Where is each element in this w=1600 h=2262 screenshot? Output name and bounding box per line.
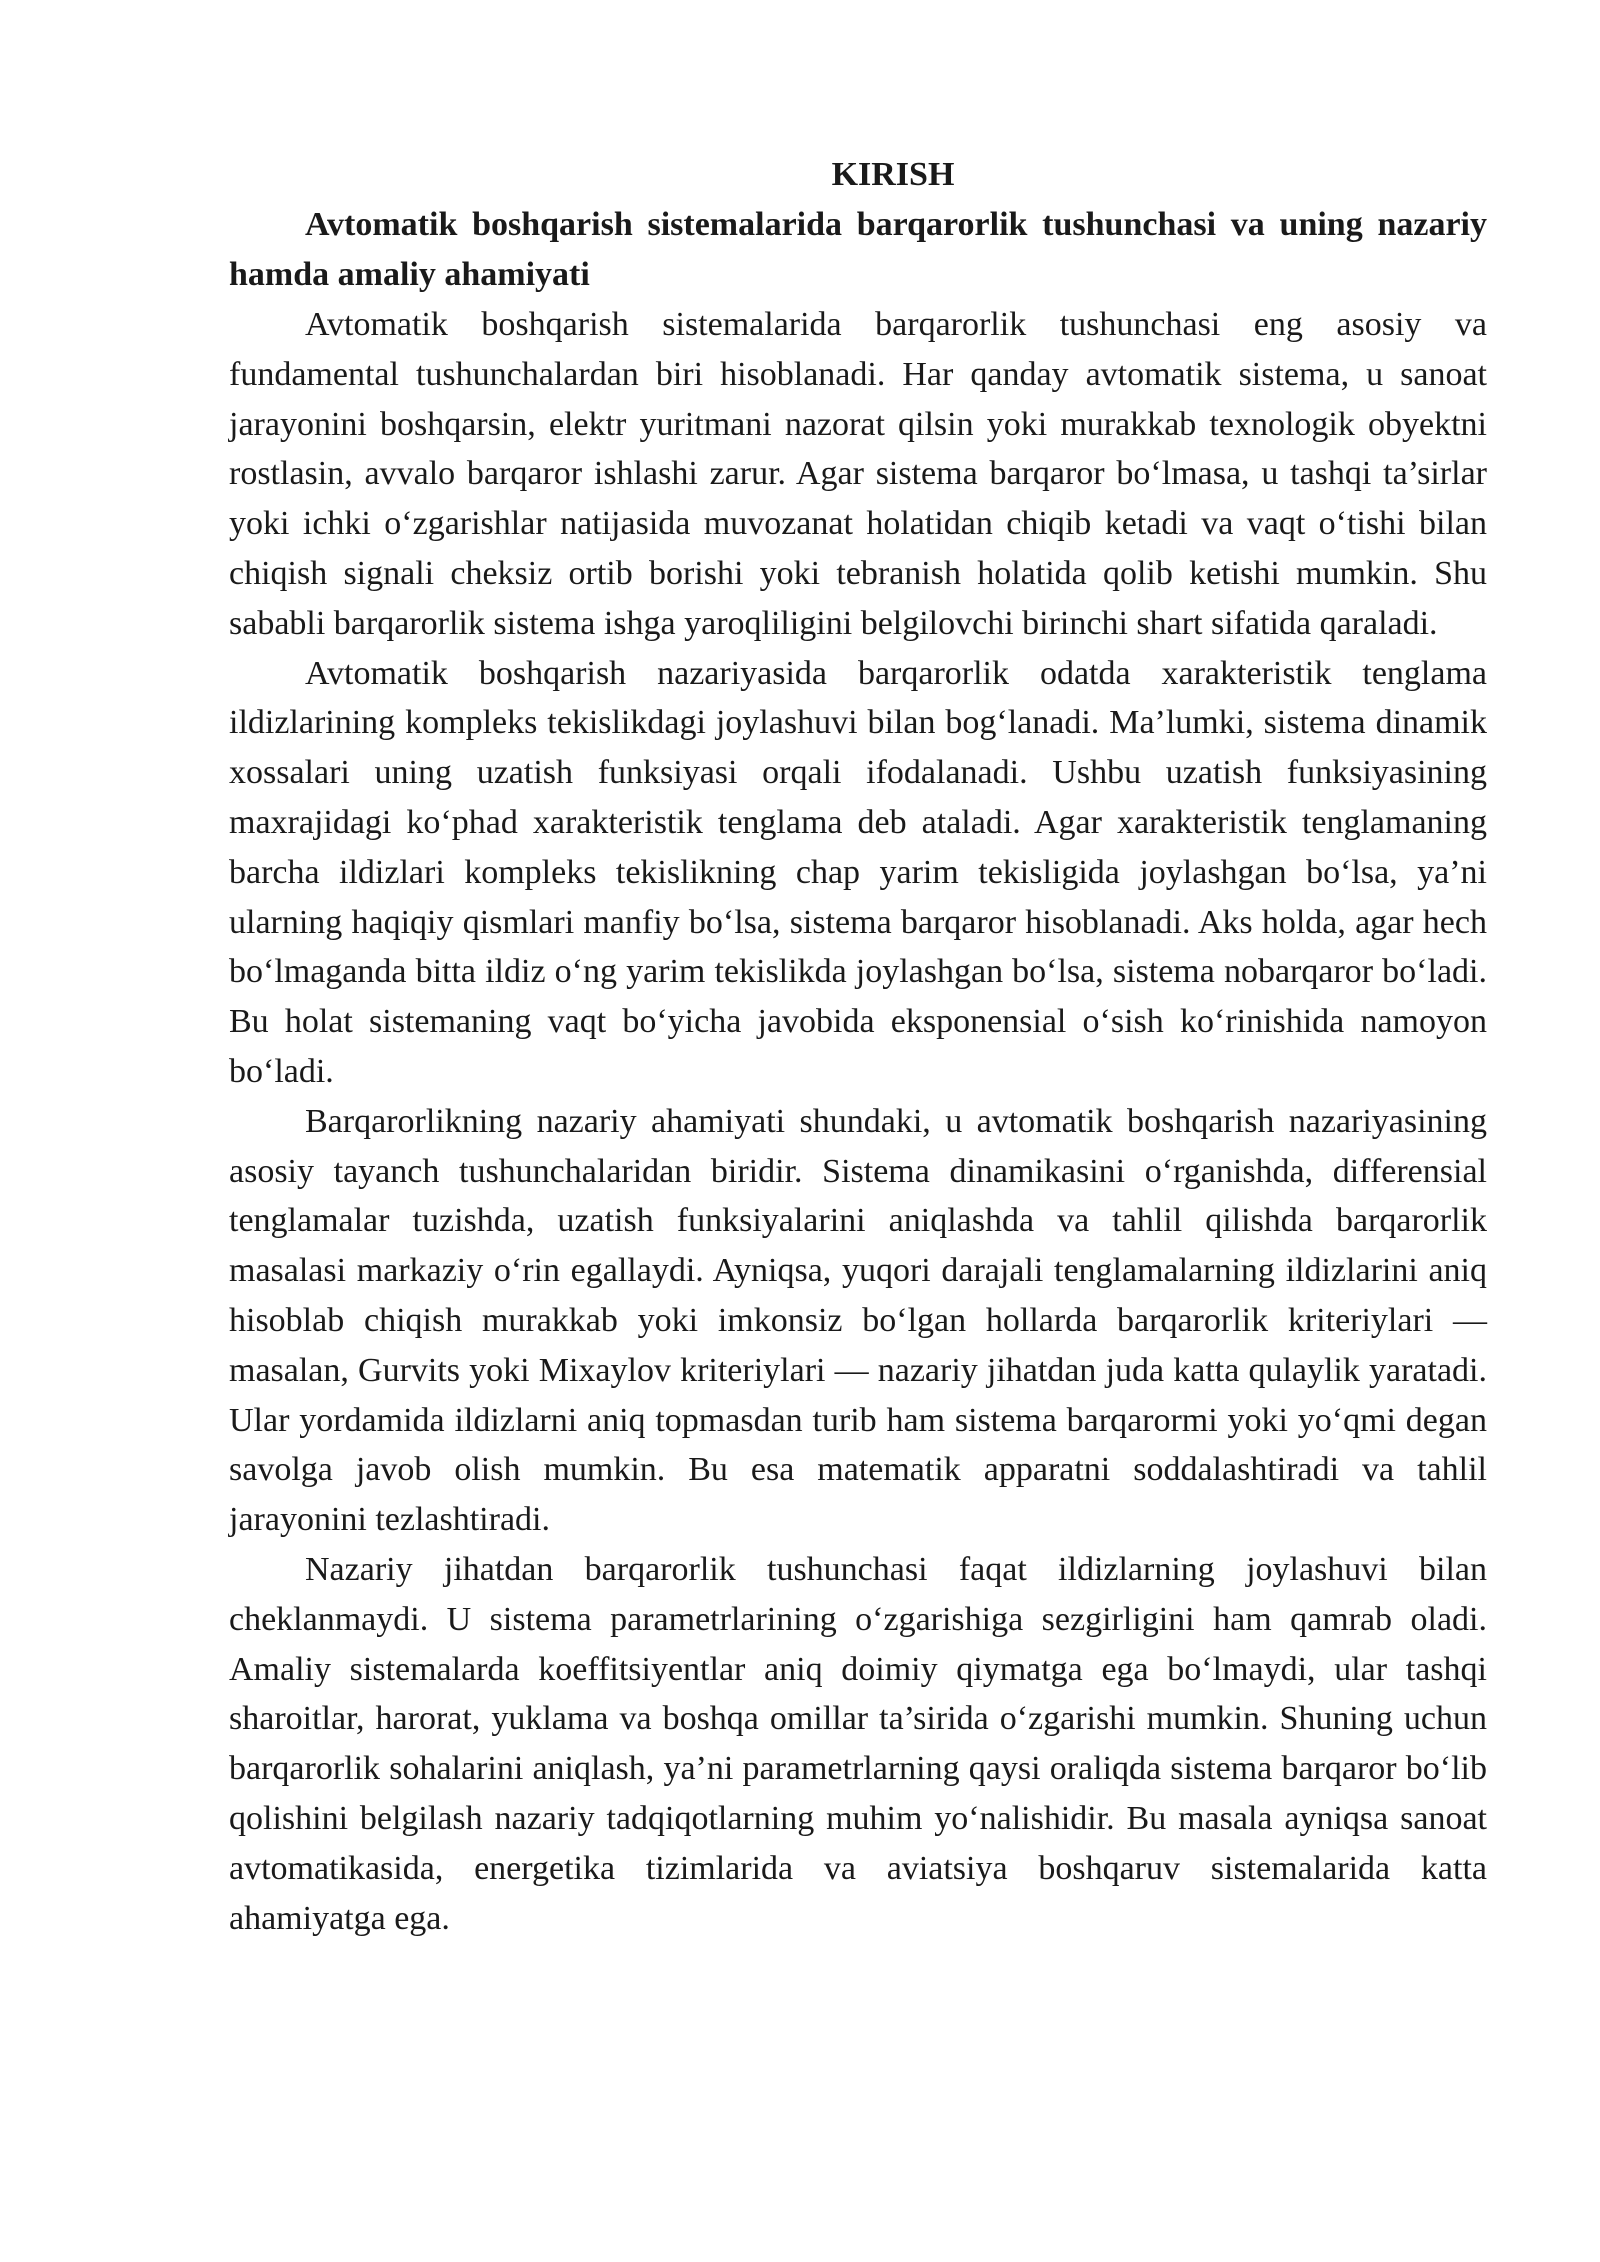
paragraph-4: Nazariy jihatdan barqarorlik tushunchasi faqat ildizlarning joylashuvi bilan cheklanmaydi. U sistema parametrlarining o‘zgarishiga sezgirligini ham qamrab oladi. Amaliy sistemalarda koeffitsiyentlar aniq doimiy qiymatga ega bo‘lmaydi, ular tashqi sharoitlar, harorat, yuklama va boshqa omillar ta’sirida o‘zgarishi mumkin. Shuning uchun barqarorlik sohalarini aniqlash, ya’ni parametrlarning qaysi oraliqda sistema barqaror bo‘lib qolishini belgilash nazariy tadqiqotlarning muhim yo‘nalishidir. Bu masala ayniqsa sanoat avtomatikasida, energetika tizimlarida va aviatsiya boshqaruv sistemalarida katta ahamiyatga ega. <box>229 1550 1487 1937</box>
paragraph-1: Avtomatik boshqarish sistemalarida barqarorlik tushunchasi eng asosiy va fundamental tushunchalardan biri hisoblanadi. Har qanday avtomatik sistema, u sanoat jarayonini boshqarsin, elektr yuritmani nazorat qilsin yoki murakkab texnologik obyektni rostlasin, avvalo barqaror ishlashi zarur. Agar sistema barqaror bo‘lmasa, u tashqi ta’sirlar yoki ichki o‘zgarishlar natijasida muvozanat holatidan chiqib ketadi va vaqt o‘tishi bilan chiqish signali cheksiz ortib borishi yoki tebranish holatida qolib ketishi mumkin. Shu sababli barqarorlik sistema ishga yaroqliligini belgilovchi birinchi shart sifatida qaraladi. <box>229 306 1487 642</box>
section-subtitle: Avtomatik boshqarish sistemalarida barqarorlik tushunchasi va uning nazariy hamda amaliy ahamiyati <box>229 206 1487 293</box>
document-page <box>229 150 1487 1943</box>
page-title: KIRISH <box>831 156 955 193</box>
paragraph-3: Barqarorlikning nazariy ahamiyati shundaki, u avtomatik boshqarish nazariyasining asosiy tayanch tushunchalaridan biridir. Sistema dinamikasini o‘rganishda, differensial tenglamalar tuzishda, uzatish funksiyalarini aniqlashda va tahlil qilishda barqarorlik masalasi markaziy o‘rin egallaydi. Ayniqsa, yuqori darajali tenglamalarning ildizlarini aniq hisoblab chiqish murakkab yoki imkonsiz bo‘lgan hollarda barqarorlik kriteriylari — masalan, Gurvits yoki Mixaylov kriteriylari — nazariy jihatdan juda katta qulaylik yaratadi. Ular yordamida ildizlarni aniq topmasdan turib ham sistema barqarormi yoki yo‘qmi degan savolga javob olish mumkin. Bu esa matematik apparatni soddalashtiradi va tahlil jarayonini tezlashtiradi. <box>229 1102 1487 1539</box>
paragraph-2: Avtomatik boshqarish nazariyasida barqarorlik odatda xarakteristik tenglama ildizlarining kompleks tekislikdagi joylashuvi bilan bog‘lanadi. Ma’lumki, sistema dinamik xossalari uning uzatish funksiyasi orqali ifodalanadi. Ushbu uzatish funksiyasining maxrajidagi ko‘phad xarakteristik tenglama deb ataladi. Agar xarakteristik tenglamaning barcha ildizlari kompleks tekislikning chap yarim tekisligida joylashgan bo‘lsa, ya’ni ularning haqiqiy qismlari manfiy bo‘lsa, sistema barqaror hisoblanadi. Aks holda, agar hech bo‘lmaganda bitta ildiz o‘ng yarim tekislikda joylashgan bo‘lsa, sistema nobarqaror bo‘ladi. Bu holat sistemaning vaqt bo‘yicha javobida eksponensial o‘sish ko‘rinishida namoyon bo‘ladi. <box>229 654 1487 1090</box>
